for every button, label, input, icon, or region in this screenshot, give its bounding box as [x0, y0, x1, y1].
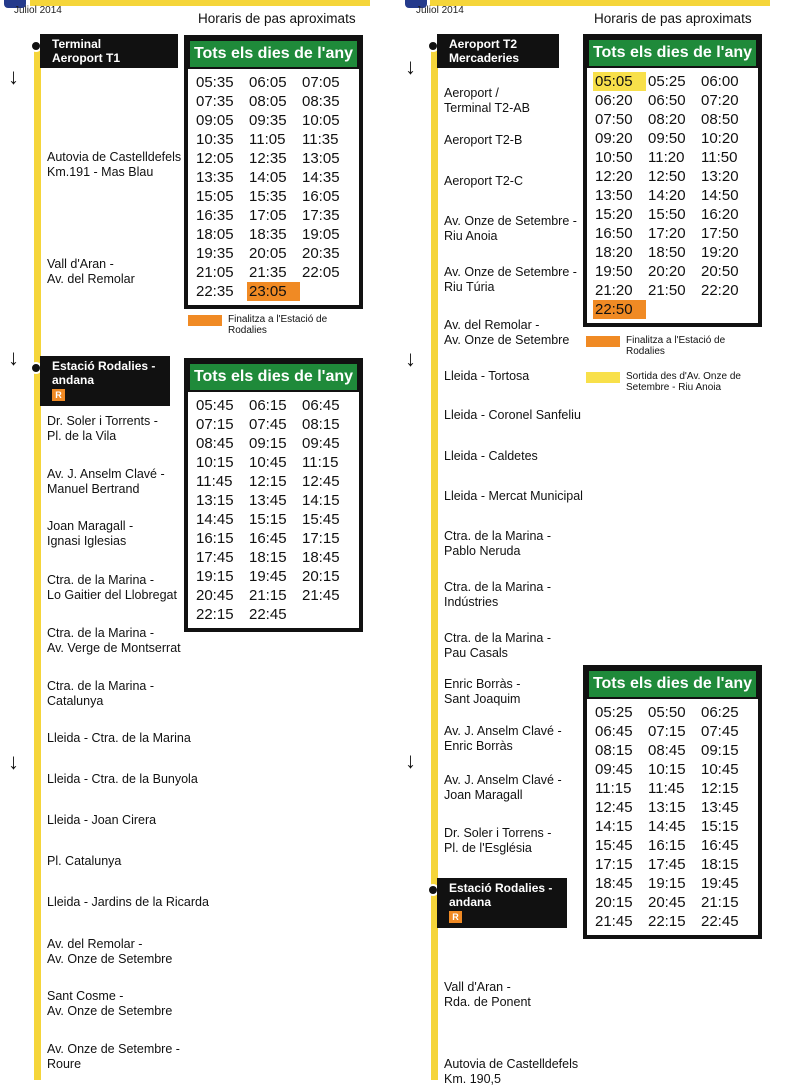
departure-time: 16:45	[249, 530, 287, 547]
stop-name: Av. J. Anselm Clavé -	[444, 773, 562, 787]
departure-time: 18:35	[249, 226, 287, 243]
departure-time: 13:45	[701, 799, 739, 816]
departure-time: 16:15	[648, 837, 686, 854]
timetable-1	[184, 35, 363, 309]
stop-name: Lleida - Ctra. de la Marina	[47, 731, 191, 745]
departure-time: 10:45	[249, 454, 287, 471]
departure-time: 17:45	[196, 549, 234, 566]
timetable-2	[184, 358, 363, 632]
down-arrow-icon: ↓	[405, 346, 416, 371]
stop-item	[444, 826, 551, 856]
departure-time: 21:20	[595, 282, 633, 299]
departure-time: 22:50	[593, 300, 646, 319]
departure-time: 10:20	[701, 130, 739, 147]
legend-swatch	[188, 315, 222, 326]
departure-time: 07:15	[648, 723, 686, 740]
stop-name: Lleida - Tortosa	[444, 369, 530, 383]
departure-time: 10:45	[701, 761, 739, 778]
timetable-header: Tots els dies de l'any	[587, 38, 758, 68]
route-line	[34, 48, 41, 1080]
rodalies-badge: R	[449, 911, 462, 923]
departure-time: 14:35	[302, 169, 340, 186]
departure-time: 15:20	[595, 206, 633, 223]
departure-time: 11:15	[595, 780, 632, 797]
departure-time: 17:15	[595, 856, 633, 873]
departure-time: 18:20	[595, 244, 633, 261]
departure-time: 19:45	[701, 875, 739, 892]
departure-time: 18:15	[249, 549, 287, 566]
departure-time: 22:45	[249, 606, 287, 623]
stop-item	[444, 408, 581, 423]
departure-time: 13:45	[249, 492, 287, 509]
stop-name: Ctra. de la Marina -	[47, 679, 154, 693]
stop-item	[47, 854, 121, 869]
stop-item	[444, 449, 538, 464]
timetable-header: Tots els dies de l'any	[587, 669, 758, 699]
departure-time: 19:15	[648, 875, 686, 892]
stop-item	[47, 519, 133, 549]
down-arrow-icon: ↓	[405, 54, 416, 79]
stop-name: Av. Onze de Setembre	[444, 333, 570, 347]
departure-time: 09:20	[595, 130, 633, 147]
departure-time: 09:50	[648, 130, 686, 147]
approx-label: Horaris de pas aproximats	[594, 11, 752, 26]
stop-name: Indústries	[444, 595, 499, 609]
departure-time: 07:15	[196, 416, 234, 433]
departure-time: 16:45	[701, 837, 739, 854]
stop-item	[444, 631, 551, 661]
stop-item	[444, 214, 577, 244]
stop-item	[444, 724, 562, 754]
departure-time: 08:15	[302, 416, 340, 433]
stop-item	[444, 677, 520, 707]
stop-name: Av. Onze de Setembre	[47, 1004, 173, 1018]
legend-swatch	[586, 372, 620, 383]
timetable-header: Tots els dies de l'any	[188, 362, 359, 392]
departure-time: 22:15	[648, 913, 686, 930]
departure-time: 14:05	[249, 169, 287, 186]
departure-time: 08:20	[648, 111, 686, 128]
stop-name: Lleida - Mercat Municipal	[444, 489, 583, 503]
departure-time: 05:25	[595, 704, 633, 721]
departure-time: 14:20	[648, 187, 686, 204]
departure-time: 07:20	[701, 92, 739, 109]
departure-time: 17:35	[302, 207, 340, 224]
departure-time: 19:35	[196, 245, 234, 262]
departure-time: 19:15	[196, 568, 234, 585]
stop-item	[444, 86, 530, 116]
stop-name: Manuel Bertrand	[47, 482, 140, 496]
departure-time: 19:20	[701, 244, 739, 261]
departure-time: 21:45	[595, 913, 633, 930]
down-arrow-icon: ↓	[8, 64, 19, 89]
stop-item	[444, 529, 551, 559]
approx-label: Horaris de pas aproximats	[198, 11, 356, 26]
stop-item	[47, 467, 165, 497]
departure-time: 10:05	[302, 112, 340, 129]
stop-name: Aeroport T2-C	[444, 174, 523, 188]
departure-time: 10:50	[595, 149, 633, 166]
departure-time: 08:15	[595, 742, 633, 759]
departure-time: 16:20	[701, 206, 739, 223]
stop-name: Av. J. Anselm Clavé -	[444, 724, 562, 738]
departure-time: 07:35	[196, 93, 234, 110]
stop-name: Pau Casals	[444, 646, 508, 660]
departure-time: 21:15	[701, 894, 739, 911]
departure-time: 19:05	[302, 226, 340, 243]
departure-time: 15:45	[595, 837, 633, 854]
departure-time: 15:35	[249, 188, 287, 205]
departure-time: 13:50	[595, 187, 633, 204]
departure-time: 06:20	[595, 92, 633, 109]
departure-time: 20:05	[249, 245, 287, 262]
departure-time: 18:45	[595, 875, 633, 892]
timetable-2	[583, 665, 762, 939]
departure-time: 20:15	[302, 568, 340, 585]
departure-time: 22:45	[701, 913, 739, 930]
stop-name: Catalunya	[47, 694, 104, 708]
stop-item	[47, 573, 177, 603]
timetable-header: Tots els dies de l'any	[188, 39, 359, 69]
stop-name: Lleida - Coronel Sanfeliu	[444, 408, 581, 422]
departure-time: 12:35	[249, 150, 287, 167]
departure-time: 20:45	[196, 587, 234, 604]
stop-name: Riu Túria	[444, 280, 495, 294]
departure-time: 15:15	[249, 511, 287, 528]
departure-time: 09:15	[249, 435, 287, 452]
departure-time: 06:25	[701, 704, 739, 721]
stop-item	[444, 580, 551, 610]
departure-time: 17:50	[701, 225, 739, 242]
stop-name: Aeroport /	[444, 86, 499, 100]
departure-time: 10:15	[196, 454, 234, 471]
departure-time: 11:45	[196, 473, 233, 490]
departure-time: 13:15	[648, 799, 686, 816]
stop-name: Lleida - Caldetes	[444, 449, 538, 463]
stop-item	[444, 1057, 578, 1087]
stop-name: Pablo Neruda	[444, 544, 521, 558]
departure-time: 14:15	[302, 492, 340, 509]
stop-name: Km. 190,5	[444, 1072, 501, 1086]
stop-name: Av. del Remolar -	[47, 937, 143, 951]
departure-time: 12:20	[595, 168, 633, 185]
stop-item	[444, 489, 583, 504]
stop-name: Joan Maragall	[444, 788, 523, 802]
stop-name: Vall d'Aran -	[444, 980, 511, 994]
stop-name: Sant Joaquim	[444, 692, 521, 706]
stop-item	[47, 895, 209, 910]
departure-time: 06:45	[595, 723, 633, 740]
departure-time: 21:35	[249, 264, 287, 281]
departure-time: 20:50	[701, 263, 739, 280]
stop-name: Riu Anoia	[444, 229, 498, 243]
departure-time: 13:05	[302, 150, 340, 167]
departure-time: 07:05	[302, 74, 340, 91]
departure-time: 21:15	[249, 587, 287, 604]
departure-time: 10:15	[648, 761, 686, 778]
stop-item: Autovia de Castelldefels Km.191 - Mas Blau	[47, 150, 182, 179]
stop-item	[47, 772, 198, 787]
departure-time: 05:45	[196, 397, 234, 414]
departure-time: 08:35	[302, 93, 340, 110]
departure-time: 23:05	[247, 282, 300, 301]
departure-time: 21:50	[648, 282, 686, 299]
timetable-1	[583, 34, 762, 327]
departure-time: 16:15	[196, 530, 234, 547]
departure-time: 09:15	[701, 742, 739, 759]
departure-time: 19:50	[595, 263, 633, 280]
departure-time: 19:45	[249, 568, 287, 585]
departure-time: 07:50	[595, 111, 633, 128]
departure-time: 18:50	[648, 244, 686, 261]
departure-time: 11:20	[648, 149, 685, 166]
departure-time: 22:15	[196, 606, 234, 623]
departure-time: 22:35	[196, 283, 234, 300]
legend-yellow: Sortida des d'Av. Onze de Setembre - Riu Anoia	[586, 371, 766, 395]
stop-item	[444, 265, 577, 295]
terminal-label: Aeroport T2 Mercaderies	[437, 34, 559, 68]
departure-time: 09:05	[196, 112, 234, 129]
stop-item	[47, 1042, 180, 1072]
stop-name: Lleida - Jardins de la Ricarda	[47, 895, 209, 909]
departure-time: 05:50	[648, 704, 686, 721]
departure-time: 20:20	[648, 263, 686, 280]
stop-name: Rda. de Ponent	[444, 995, 531, 1009]
departure-time: 22:05	[302, 264, 340, 281]
stop-name: Terminal T2-AB	[444, 101, 530, 115]
stop-name: Dr. Soler i Torrens -	[444, 826, 552, 840]
departure-time: 12:15	[701, 780, 739, 797]
departure-time: 14:50	[701, 187, 739, 204]
date-label: Juliol 2014	[14, 5, 62, 16]
departure-time: 08:45	[196, 435, 234, 452]
rodalies-badge: R	[52, 389, 65, 401]
down-arrow-icon: ↓	[8, 749, 19, 774]
departure-time: 09:35	[249, 112, 287, 129]
stop-item	[444, 773, 562, 803]
departure-time: 20:45	[648, 894, 686, 911]
stop-name: Aeroport T2-B	[444, 133, 523, 147]
departure-time: 18:05	[196, 226, 234, 243]
departure-time: 18:15	[701, 856, 739, 873]
stop-name: Lo Gaitier del Llobregat	[47, 588, 177, 602]
stop-name: Ctra. de la Marina -	[444, 529, 551, 543]
departure-time: 07:45	[249, 416, 287, 433]
stop-name: Av. J. Anselm Clavé -	[47, 467, 165, 481]
stop-item	[47, 989, 172, 1019]
stop-name: Pl. Catalunya	[47, 854, 122, 868]
departure-time: 15:15	[701, 818, 739, 835]
departure-time: 13:35	[196, 169, 234, 186]
stop-name: Av. Onze de Setembre	[47, 952, 173, 966]
stop-name: Ctra. de la Marina -	[444, 580, 551, 594]
departure-time: 08:45	[648, 742, 686, 759]
departure-time: 21:45	[302, 587, 340, 604]
departure-time: 18:45	[302, 549, 340, 566]
stop-item	[444, 133, 522, 148]
departure-time: 17:45	[648, 856, 686, 873]
departure-time: 21:05	[196, 264, 234, 281]
stop-name: Lleida - Ctra. de la Bunyola	[47, 772, 198, 786]
stop-name: Enric Borràs -	[444, 677, 521, 691]
departure-time: 11:35	[302, 131, 339, 148]
down-arrow-icon: ↓	[8, 345, 19, 370]
departure-time: 06:15	[249, 397, 287, 414]
legend-orange: Finalitza a l'Estació de Rodalies	[188, 314, 358, 338]
stop-name: Sant Cosme -	[47, 989, 124, 1003]
departure-time: 06:00	[701, 73, 739, 90]
departure-time: 14:45	[648, 818, 686, 835]
departure-time: 09:45	[302, 435, 340, 452]
legend-swatch	[586, 336, 620, 347]
departure-time: 12:45	[302, 473, 340, 490]
header-bar	[30, 0, 370, 6]
station-label: Estació Rodalies - andana R	[40, 356, 170, 406]
terminal-label: Terminal Aeroport T1	[40, 34, 178, 68]
stop-item	[47, 937, 172, 967]
stop-item	[444, 318, 569, 348]
stop-name: Av. Onze de Setembre -	[444, 265, 577, 279]
departure-time: 05:35	[196, 74, 234, 91]
stop-name: Pl. de la Vila	[47, 429, 117, 443]
departure-time: 06:45	[302, 397, 340, 414]
departure-time: 13:20	[701, 168, 739, 185]
stop-name: Roure	[47, 1057, 82, 1071]
stop-item	[47, 414, 158, 444]
departure-time: 15:50	[648, 206, 686, 223]
departure-time: 15:05	[196, 188, 234, 205]
departure-time: 17:20	[648, 225, 686, 242]
stop-name: Av. Onze de Setembre -	[47, 1042, 180, 1056]
down-arrow-icon: ↓	[405, 748, 416, 773]
stop-item: Vall d'Aran - Av. del Remolar	[47, 257, 135, 286]
stop-name: Pl. de l'Església	[444, 841, 532, 855]
departure-time: 05:05	[593, 72, 646, 91]
departure-time: 16:35	[196, 207, 234, 224]
departure-time: 11:50	[701, 149, 738, 166]
legend-orange: Finalitza a l'Estació de Rodalies	[586, 335, 766, 359]
departure-time: 08:05	[249, 93, 287, 110]
departure-time: 15:45	[302, 511, 340, 528]
departure-time: 11:45	[648, 780, 685, 797]
departure-time: 05:25	[648, 73, 686, 90]
stop-item	[444, 369, 529, 384]
departure-time: 16:05	[302, 188, 340, 205]
date-label: Juliol 2014	[416, 5, 464, 16]
departure-time: 06:05	[249, 74, 287, 91]
departure-time: 20:15	[595, 894, 633, 911]
departure-time: 12:45	[595, 799, 633, 816]
departure-time: 12:50	[648, 168, 686, 185]
departure-time: 10:35	[196, 131, 234, 148]
stop-item	[47, 679, 154, 709]
station-label: Estació Rodalies - andana R	[437, 878, 567, 928]
stop-name: Joan Maragall -	[47, 519, 134, 533]
departure-time: 12:05	[196, 150, 234, 167]
departure-time: 14:45	[196, 511, 234, 528]
departure-time: 08:50	[701, 111, 739, 128]
departure-time: 20:35	[302, 245, 340, 262]
stop-item	[47, 731, 191, 746]
header-bar	[430, 0, 770, 6]
stop-name: Av. Verge de Montserrat	[47, 641, 181, 655]
departure-time: 17:15	[302, 530, 340, 547]
stop-name: Av. del Remolar -	[444, 318, 540, 332]
departure-time: 06:50	[648, 92, 686, 109]
departure-time: 07:45	[701, 723, 739, 740]
stop-name: Enric Borràs	[444, 739, 513, 753]
stop-name: Ctra. de la Marina -	[47, 626, 154, 640]
departure-time: 22:20	[701, 282, 739, 299]
departure-time: 09:45	[595, 761, 633, 778]
stop-item	[444, 174, 523, 189]
stop-name: Ignasi Iglesias	[47, 534, 127, 548]
departure-time: 14:15	[595, 818, 633, 835]
stop-item	[47, 626, 181, 656]
departure-time: 17:05	[249, 207, 287, 224]
departure-time: 12:15	[249, 473, 287, 490]
stop-name: Dr. Soler i Torrents -	[47, 414, 158, 428]
departure-time: 16:50	[595, 225, 633, 242]
departure-time: 11:05	[249, 131, 286, 148]
stop-name: Ctra. de la Marina -	[444, 631, 551, 645]
stop-name: Autovia de Castelldefels	[444, 1057, 579, 1071]
stop-name: Ctra. de la Marina -	[47, 573, 154, 587]
stop-name: Lleida - Joan Cirera	[47, 813, 157, 827]
stop-item	[444, 980, 531, 1010]
stop-item	[47, 813, 156, 828]
departure-time: 13:15	[196, 492, 234, 509]
stop-name: Av. Onze de Setembre -	[444, 214, 577, 228]
departure-time: 11:15	[302, 454, 339, 471]
